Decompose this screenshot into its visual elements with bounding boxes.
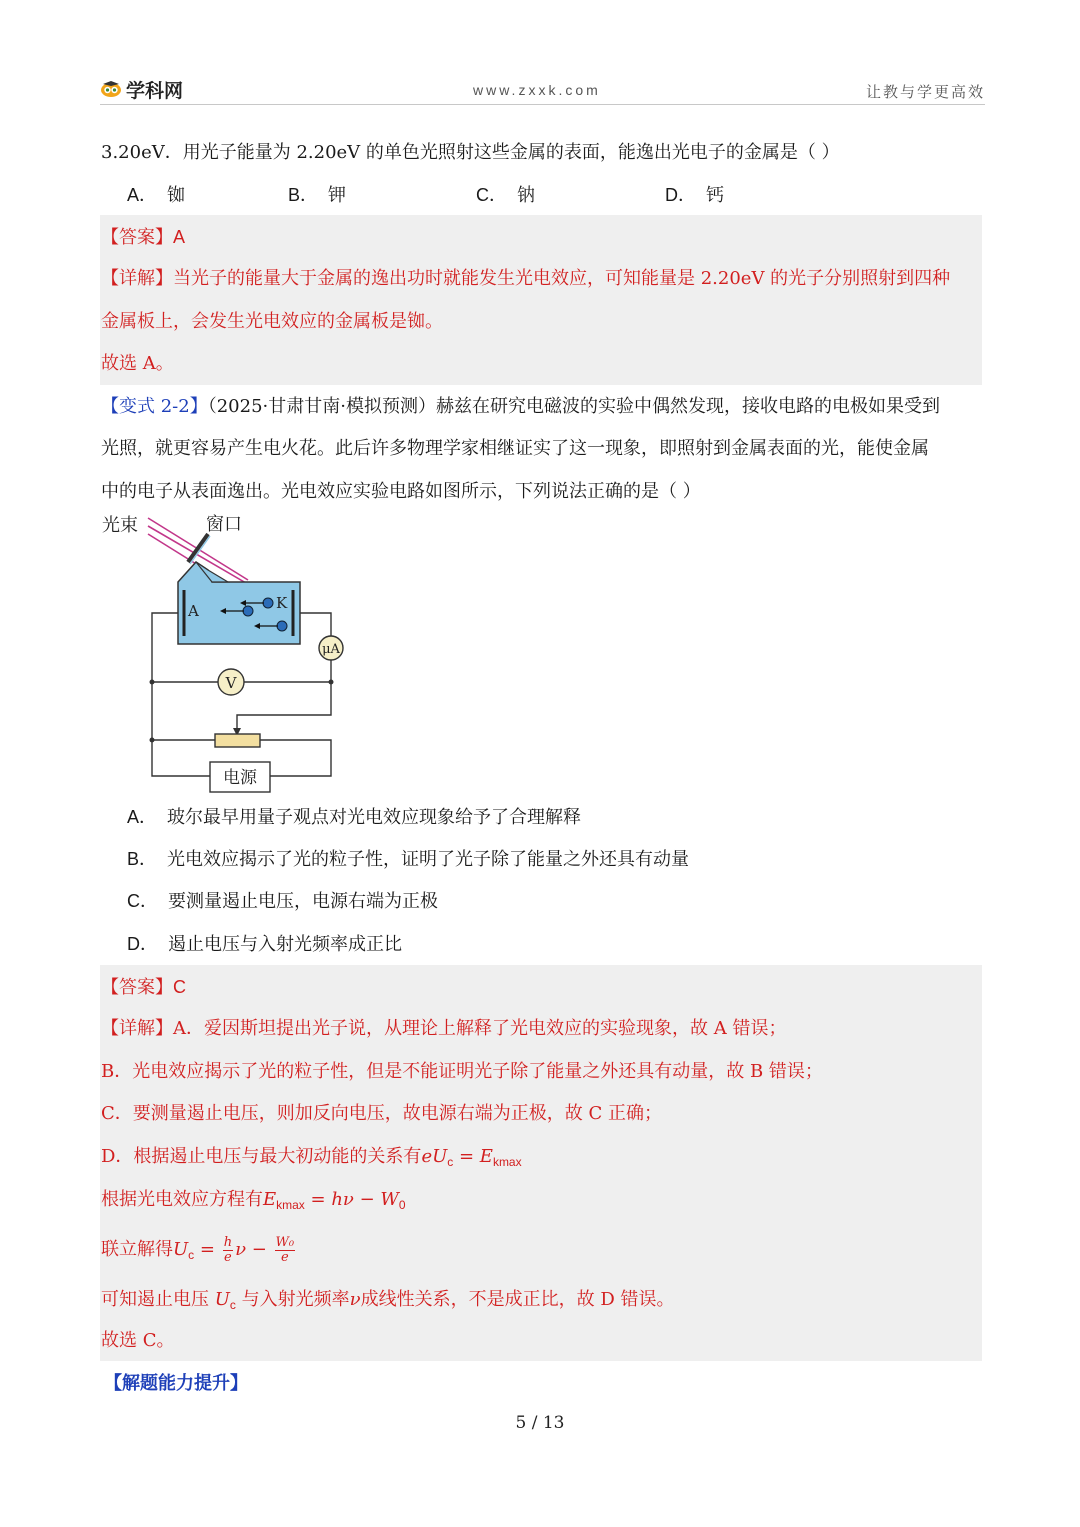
site-slogan: 让教与学更高效 bbox=[865, 84, 985, 101]
formula: $E_{kmax} = h\nu - W_0$ bbox=[263, 1189, 406, 1212]
q2-detail-b: B．光电效应揭示了光的粒子性，但是不能证明光子除了能量之外还具有动量，故 B 错误； bbox=[101, 1061, 823, 1082]
site-logo bbox=[100, 77, 183, 101]
electron bbox=[277, 621, 287, 631]
option-text: 铷 bbox=[167, 185, 186, 206]
q1-detail-2: 金属板上，会发生光电效应的金属板是铷。 bbox=[101, 311, 443, 332]
stem-text: 赫兹在研究电磁波的实验中偶然发现，接收电路的电极如果受到 bbox=[435, 396, 940, 417]
option-text: 要测量遏止电压，电源右端为正极 bbox=[168, 891, 438, 912]
label-cathode: K bbox=[276, 594, 288, 612]
label-voltmeter: V bbox=[225, 674, 237, 692]
option-letter: C． bbox=[476, 185, 507, 205]
electron bbox=[263, 598, 273, 608]
label-ammeter: μA bbox=[322, 642, 340, 657]
photoelectric-circuit-diagram bbox=[100, 510, 360, 795]
section-title: 【解题能力提升】 bbox=[104, 1373, 248, 1394]
q2-stem-1 bbox=[101, 394, 940, 420]
q2-option-c bbox=[127, 888, 438, 915]
q2-answer bbox=[101, 974, 186, 1001]
label-anode: A bbox=[188, 602, 199, 620]
q1-option-d bbox=[665, 182, 724, 209]
q2-stem-3: 中的电子从表面逸出。光电效应实验电路如图所示，下列说法正确的是（ ） bbox=[101, 481, 701, 502]
q2-option-a bbox=[127, 804, 581, 831]
q2-detail-a bbox=[101, 1016, 786, 1042]
option-text: 钾 bbox=[328, 185, 347, 206]
option-text: 钙 bbox=[706, 185, 724, 206]
option-letter: A． bbox=[127, 807, 158, 827]
q1-detail-1 bbox=[101, 266, 950, 292]
detail-tag: 【详解】 bbox=[101, 1018, 173, 1039]
label-source: 电源 bbox=[223, 768, 257, 788]
answer-tag: 【答案】 bbox=[101, 227, 173, 248]
q1-option-b bbox=[288, 182, 346, 209]
label-window: 窗口 bbox=[206, 514, 242, 535]
option-text: 光电效应揭示了光的粒子性，证明了光子除了能量之外还具有动量 bbox=[167, 849, 690, 870]
answer-tag: 【答案】 bbox=[101, 977, 173, 998]
logo-icon bbox=[100, 80, 122, 98]
q2-detail-d bbox=[101, 1144, 522, 1175]
q2-conclusion: 故选 C。 bbox=[101, 1330, 175, 1351]
option-text: 钠 bbox=[517, 185, 535, 206]
option-text: 玻尔最早用量子观点对光电效应现象给予了合理解释 bbox=[167, 807, 582, 828]
answer-value: C bbox=[173, 977, 186, 997]
q2-option-d bbox=[127, 931, 402, 958]
formula: $eU_c = E_{kmax}$ bbox=[421, 1146, 522, 1169]
formula: $U_c$ bbox=[214, 1289, 236, 1312]
q1-conclusion: 故选 A。 bbox=[101, 353, 174, 374]
q2-detail-e bbox=[101, 1187, 406, 1218]
detail-text: 联立解得 bbox=[101, 1239, 173, 1260]
rheostat bbox=[215, 734, 260, 747]
logo-text: 学科网 bbox=[126, 80, 184, 102]
option-letter: D． bbox=[665, 185, 696, 205]
q1-answer-panel bbox=[100, 215, 982, 385]
option-text: 遏止电压与入射光频率成正比 bbox=[168, 934, 402, 955]
label-beam: 光束 bbox=[102, 515, 138, 536]
page-header bbox=[100, 74, 985, 105]
detail-text: 当光子的能量大于金属的逸出功时就能发生光电效应，可知能量是 2.20eV 的光子分别照射到四种 bbox=[173, 268, 951, 289]
option-letter: A． bbox=[127, 185, 158, 205]
window bbox=[188, 534, 208, 562]
question-source: （2025·甘肃甘南·模拟预测） bbox=[207, 396, 436, 417]
q1-option-a bbox=[127, 182, 185, 209]
option-letter: B． bbox=[288, 185, 319, 205]
answer-value: A bbox=[173, 227, 186, 247]
q2-stem-2: 光照，就更容易产生电火花。此后许多物理学家相继证实了这一现象，即照射到金属表面的光，能使金属 bbox=[101, 438, 929, 459]
q1-stem: 3.20eV．用光子能量为 2.20eV 的单色光照射这些金属的表面，能逸出光电子的金属是（ ） bbox=[101, 142, 840, 163]
site-url[interactable]: www.zxxk.com bbox=[473, 82, 601, 98]
detail-text: D．根据遏止电压与最大初动能的关系有 bbox=[101, 1146, 422, 1167]
detail-text: 根据光电效应方程有 bbox=[101, 1189, 263, 1210]
fraction: $\frac{h}{e}$ bbox=[223, 1234, 233, 1265]
detail-text: A．爱因斯坦提出光子说，从理论上解释了光电效应的实验现象，故 A 错误； bbox=[173, 1018, 787, 1039]
option-letter: D． bbox=[127, 934, 158, 954]
variant-tag: 【变式 2-2】 bbox=[101, 396, 208, 417]
electron bbox=[243, 606, 253, 616]
detail-tag: 【详解】 bbox=[101, 268, 173, 289]
q2-detail-f bbox=[101, 1233, 297, 1272]
q1-answer bbox=[101, 224, 185, 251]
q2-detail-g: 可知遏止电压 $U_c$ 与入射光频率ν成线性关系，不是成正比，故 D 错误。 bbox=[101, 1289, 675, 1312]
page-number: 5 / 13 bbox=[515, 1413, 565, 1433]
option-letter: B． bbox=[127, 849, 158, 869]
q1-option-c bbox=[476, 182, 535, 209]
option-letter: C． bbox=[127, 891, 158, 911]
fraction: $\frac{\text{W₀}}{e}$ bbox=[275, 1234, 295, 1265]
q2-option-b bbox=[127, 846, 689, 873]
q2-detail-c: C．要测量遏止电压，则加反向电压，故电源右端为正极，故 C 正确； bbox=[101, 1103, 662, 1124]
formula: $U_c$ = $\frac{h}{e}$ ν − $\frac{\text{W₀}}{e}$ bbox=[173, 1234, 295, 1265]
detail-text: 可知遏止电压 bbox=[101, 1289, 215, 1310]
